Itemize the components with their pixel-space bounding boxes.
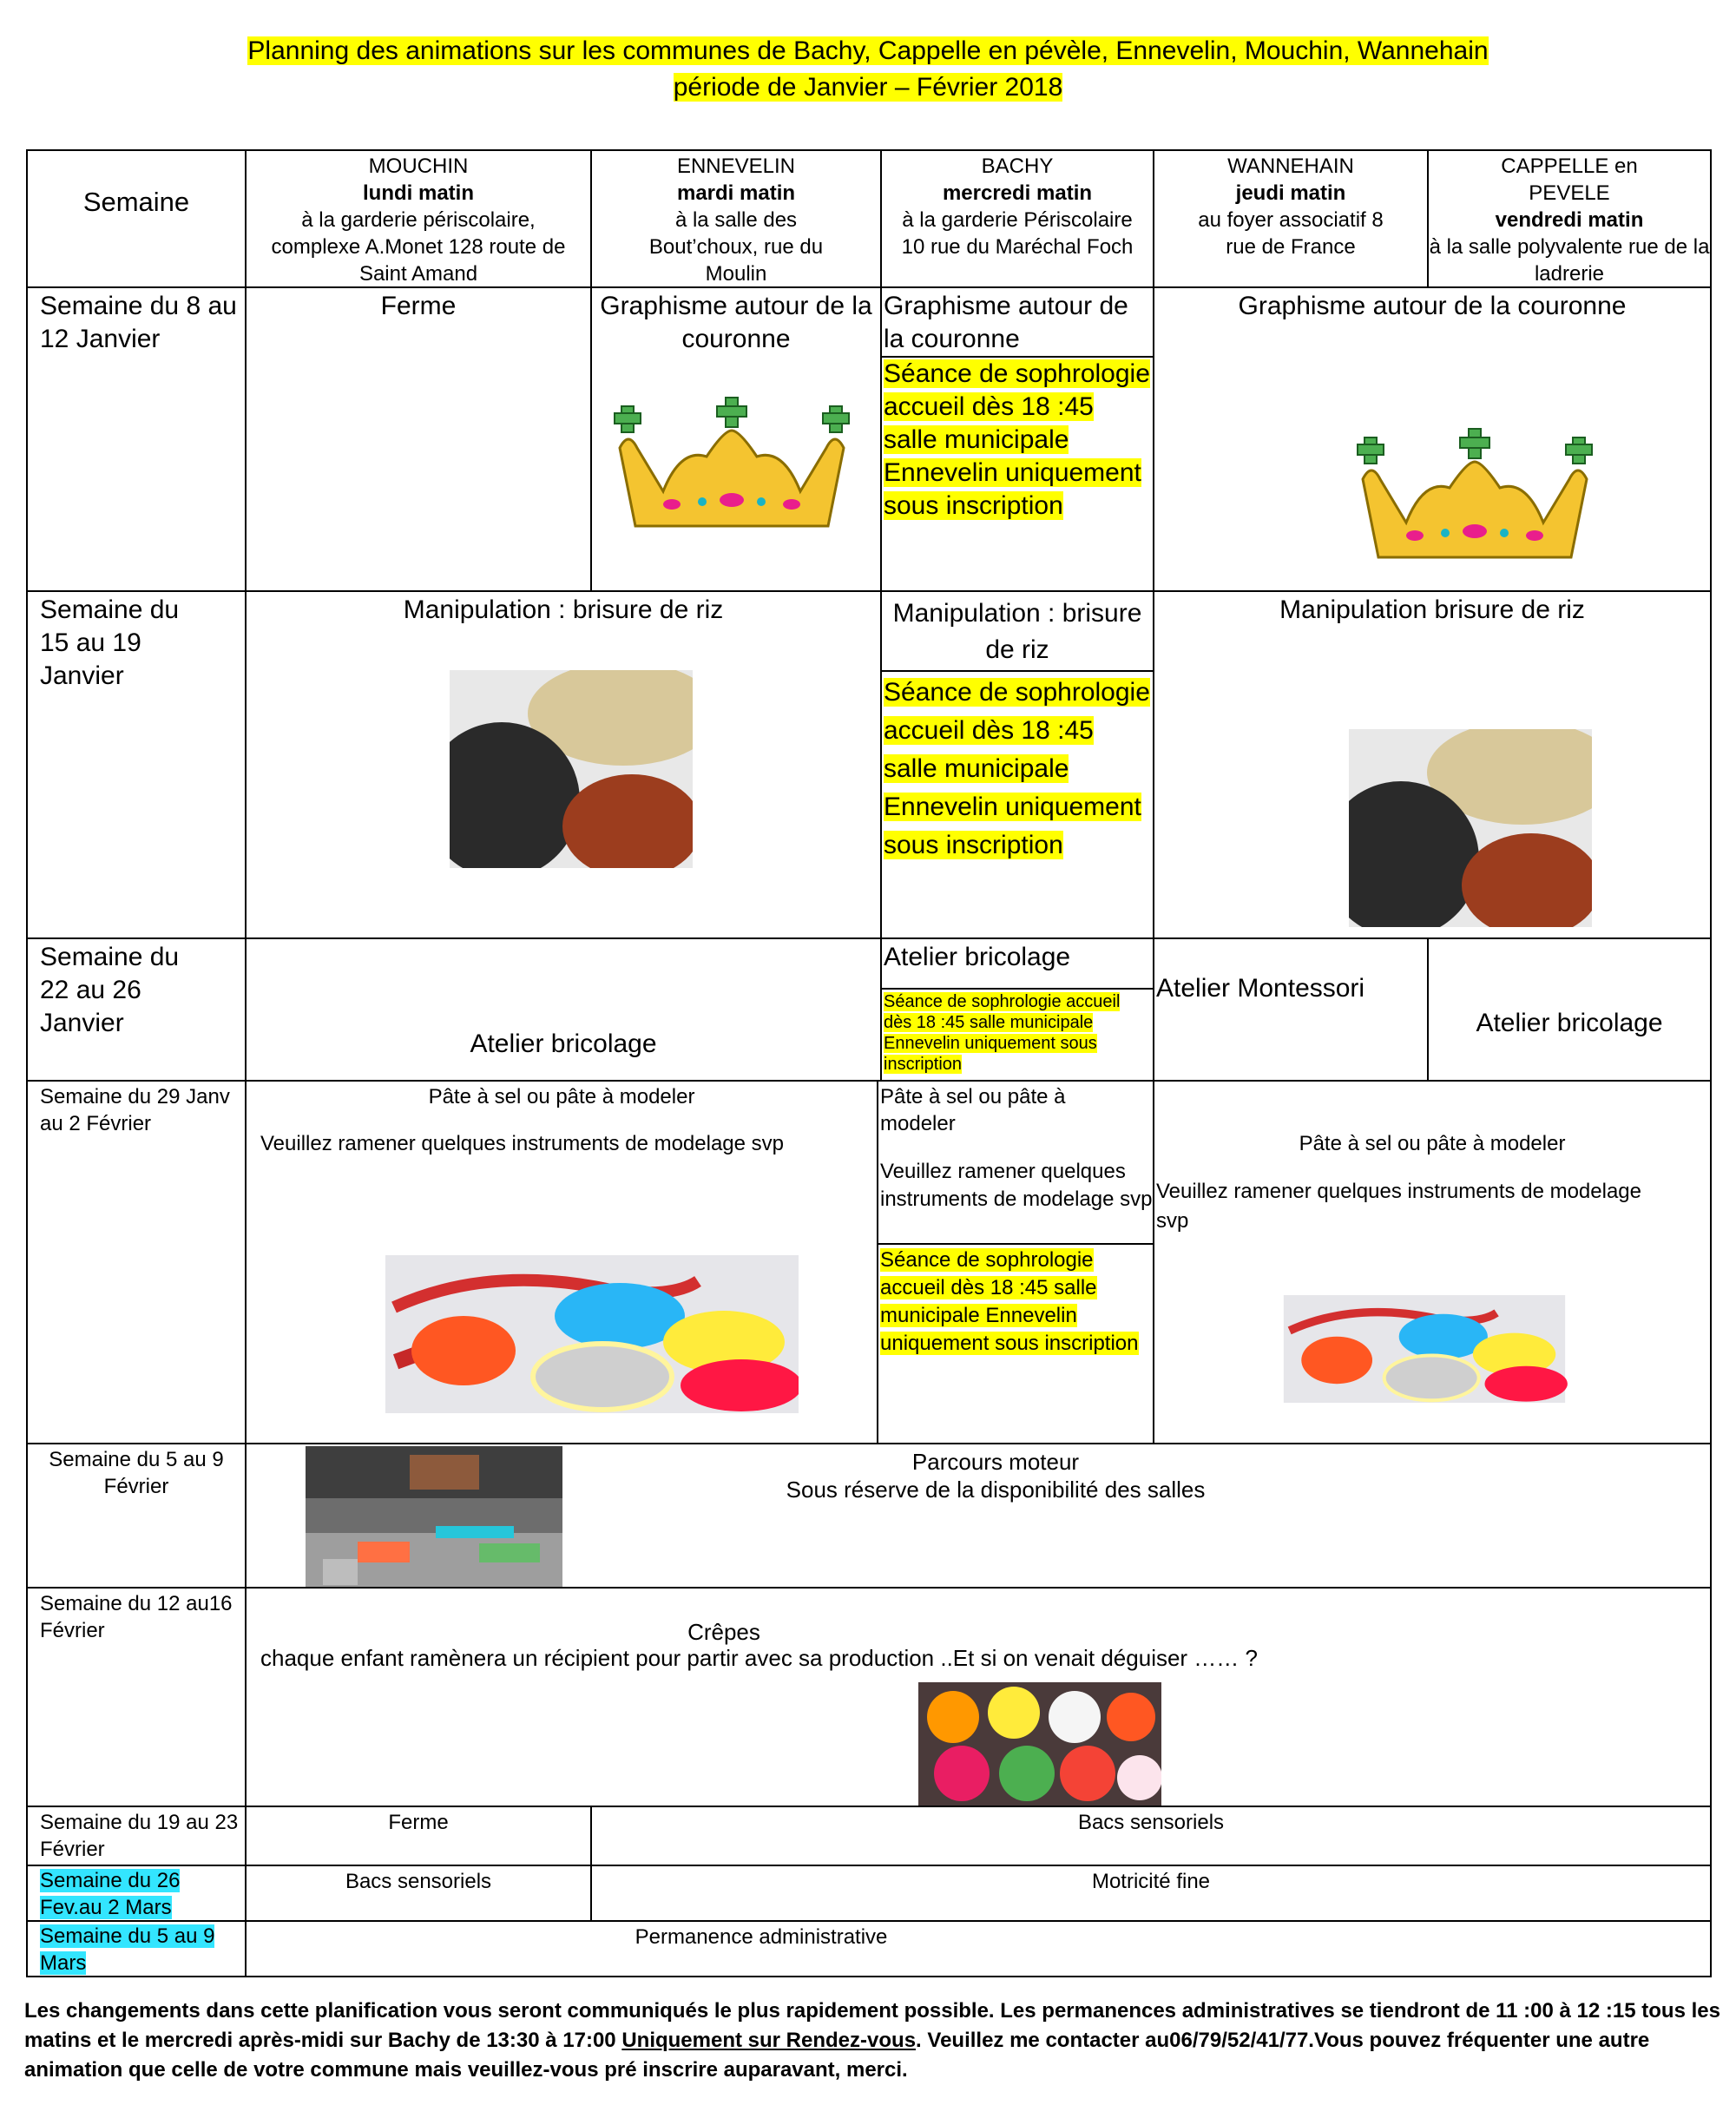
activity-cell: Atelier bricolage <box>245 937 882 1082</box>
activity-cell: Ferme <box>245 1806 592 1866</box>
week-cell: Semaine du 12 au16 Février <box>26 1587 247 1807</box>
week-cell: Semaine du 19 au 23 Février <box>26 1806 247 1866</box>
activity-cell: Atelier Montessori <box>1153 937 1429 1082</box>
sophrology-note: Séance de sophrologie accueil dès 18 :45 salle municipale Ennevelin uniquement sous inscription <box>880 988 1154 1082</box>
activity-cell: Graphisme autour de la couronne <box>880 286 1154 358</box>
activity-cell: Pâte à sel ou pâte à modeler Veuillez ramener quelques instruments de modelage svp <box>245 1080 878 1444</box>
activity-cell: Permanence administrative <box>245 1920 1712 1977</box>
activity-cell: Crêpes chaque enfant ramènera un récipient pour partir avec sa production ..Et si on venait déguiser …… ? <box>245 1587 1712 1807</box>
rice-image <box>1349 729 1592 927</box>
activity-cell: Manipulation brisure de riz <box>1153 590 1712 939</box>
crown-image <box>611 396 852 536</box>
activity-cell: Pâte à sel ou pâte à modeler Veuillez ramener quelques instruments de modelage svp <box>1153 1080 1712 1444</box>
appointment-note: Uniquement sur Rendez-vous <box>621 2029 917 2052</box>
week-cell: Semaine du 22 au 26 Janvier <box>26 937 247 1082</box>
footer-note: Les changements dans cette planification vous seront communiqués le plus rapidement possible. Les permanences administratives se tiendront de 11 :00 à 12 :15 tous les matins et le mercredi après-midi sur Bachy de 13:30 à 17:00 Uniquement sur Rendez-vous. Veuillez me contacter au06/79/52/41/77.Vous pouvez fréquenter une autre animation que celle de votre commune mais veuillez-vous pré inscrire auparavant, merci. <box>24 1999 1720 2082</box>
activity-cell: Motricité fine <box>590 1865 1712 1922</box>
activity-cell: Atelier bricolage <box>1427 937 1712 1082</box>
week-cell: Semaine du 15 au 19 Janvier <box>26 590 247 939</box>
sophrology-note: Séance de sophrologie accueil dès 18 :45 salle municipale Ennevelin uniquement sous inscription <box>880 670 1154 939</box>
masks-image <box>918 1682 1161 1807</box>
activity-cell: Bacs sensoriels <box>245 1865 592 1922</box>
week-cell: Semaine du 5 au 9 Mars <box>26 1920 247 1977</box>
activity-cell: Graphisme autour de la couronne <box>590 286 882 592</box>
activity-cell: Parcours moteur Sous réserve de la disponibilité des salles <box>245 1443 1712 1589</box>
activity-cell: Atelier bricolage <box>880 937 1154 990</box>
header-mouchin: MOUCHIN lundi matin à la garderie périscolaire, complexe A.Monet 128 route de Saint Amand <box>245 149 592 288</box>
week-cell: Semaine du 5 au 9 Février <box>26 1443 247 1589</box>
rice-image <box>450 670 693 868</box>
crown-image <box>1354 427 1595 568</box>
playdough-image <box>1238 1295 1611 1403</box>
week-cell: Semaine du 26 Fev.au 2 Mars <box>26 1865 247 1922</box>
header-ennevelin: ENNEVELIN mardi matin à la salle des Bout’choux, rue du Moulin <box>590 149 882 288</box>
page-title: Planning des animations sur les communes de Bachy, Cappelle en pévèle, Ennevelin, Mouchin, Wannehain période de Janvier – Février 2018 <box>247 36 1489 102</box>
activity-cell: Manipulation : brisure de riz <box>880 590 1154 672</box>
sophrology-note: Séance de sophrologie accueil dès 18 :45 salle municipale Ennevelin uniquement sous inscription <box>880 356 1154 592</box>
activity-cell: Manipulation : brisure de riz <box>245 590 882 939</box>
header-wannehain: WANNEHAIN jeudi matin au foyer associatif 8 rue de France <box>1153 149 1429 288</box>
header-semaine: Semaine <box>26 149 247 288</box>
week-cell: Semaine du 29 Janv au 2 Février <box>26 1080 247 1444</box>
sophrology-note: Séance de sophrologie accueil dès 18 :45 salle municipale Ennevelin uniquement sous inscription <box>877 1243 1154 1444</box>
week-cell: Semaine du 8 au 12 Janvier <box>26 286 247 592</box>
activity-cell: Pâte à sel ou pâte à modeler Veuillez ramener quelques instruments de modelage svp <box>877 1080 1154 1245</box>
header-cappelle: CAPPELLE en PEVELE vendredi matin à la salle polyvalente rue de la ladrerie <box>1427 149 1712 288</box>
activity-cell: Ferme <box>245 286 592 592</box>
activity-cell: Bacs sensoriels <box>590 1806 1712 1866</box>
activity-cell: Graphisme autour de la couronne <box>1153 286 1712 592</box>
playdough-image <box>385 1255 799 1413</box>
header-bachy: BACHY mercredi matin à la garderie Périscolaire 10 rue du Maréchal Foch <box>880 149 1154 288</box>
